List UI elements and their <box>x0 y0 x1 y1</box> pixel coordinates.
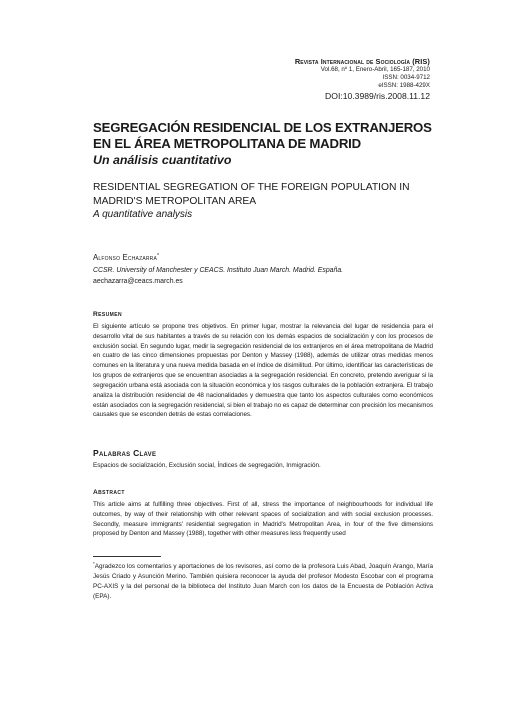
author-affiliation: CCSR. University of Manchester y CEACS. Instituto Juan March. Madrid. España. <box>93 267 344 274</box>
title-spanish: SEGREGACIÓN RESIDENCIAL DE LOS EXTRANJEROS EN EL ÁREA METROPOLITANA DE MADRID <box>93 120 432 152</box>
title-english: RESIDENTIAL SEGREGATION OF THE FOREIGN POPULATION IN MADRID'S METROPOLITAN AREA <box>93 182 410 207</box>
journal-header <box>295 57 430 102</box>
author-name: Alfonso Echazarra <box>93 253 158 262</box>
footnote-divider <box>93 556 161 557</box>
journal-volume: Vol.68, nº 1, Enero-Abril, 165-187, 2010 <box>320 66 430 74</box>
author-email: aechazarra@ceacs.march.es <box>93 278 183 285</box>
abstract-section <box>93 489 433 539</box>
article-doi: DOI:10.3989/ris.2008.11.12 <box>325 91 430 102</box>
subtitle-spanish: Un análisis cuantitativo <box>93 153 232 168</box>
journal-eissn: eISSN: 1988-429X <box>378 82 430 90</box>
author-block <box>93 253 433 285</box>
keywords-heading: Palabras Clave <box>93 448 157 458</box>
resumen-text: El siguiente artículo se propone tres objetivos. En primer lugar, mostrar la relevancia del lugar de residencia para el desarrollo vital de sus habitantes a través de su relación con los demás espacios de socialización y con los procesos de exclusión social. En segundo lugar, medir la segregación residencial de los extranjeros en el área metropolitana de Madrid en cuatro de las cinco dimensiones propuestas por Denton y Massey (1988), además de utilizar otras medidas menos comunes en la literatura y una nueva medida basada en el índice de disimilitud. Por último, identificar las características de los grupos de extranjeros que se encuentran asociadas a la segregación residencial. En concreto, pretendo averiguar si la segregación urbana está asociada con la situación económica y los rasgos culturales de la población extranjera. El trabajo analiza la distribución residencial de 48 nacionalidades y demuestra que tanto los aspectos culturales como económicos están asociados con la segregación residencial, si bien el trabajo no es capaz de determinar con precisión los mecanismos causales que se esconden detrás de estas correlaciones. <box>93 323 433 419</box>
resumen-heading: Resumen <box>93 311 122 318</box>
journal-issn: ISSN: 0034-9712 <box>382 74 430 82</box>
title-block <box>93 120 438 220</box>
keywords-section <box>93 448 433 469</box>
resumen-section <box>93 311 433 420</box>
keywords-text: Espacios de socialización, Exclusión social, Índices de segregación, Inmigración. <box>93 462 321 469</box>
author-name-line <box>93 253 433 262</box>
journal-name: Revista Internacional de Sociología (RIS) <box>294 57 430 66</box>
footnote <box>93 561 433 601</box>
abstract-heading: Abstract <box>93 489 125 496</box>
footnote-marker: * <box>93 561 95 566</box>
footnote-text: Agradezco los comentarios y aportaciones de los revisores, así como de la profesora Luis Abad, Joaquín Arango, María Jesús Criado y Asunción Merino. También quisiera reconocer la ayuda del profesor Modesto Escobar con el programa PC-AXIS y la del personal de la biblioteca del Instituto Juan March con los datos de la Encuesta de Población Activa (EPA). <box>93 563 433 600</box>
subtitle-english: A quantitative analysis <box>93 208 193 220</box>
author-footnote-marker: * <box>157 253 160 259</box>
abstract-text: This article aims at fulfilling three objectives. First of all, stress the importance of neighbourhoods for individual life outcomes, by way of their relationship with other relevant spaces of socialization and with social exclusion processes. Secondly, measure immigrants' residential segregation in Madrid's Metropolitan Area, in four of the five dimensions proposed by Denton and Massey (1988), together with other measures less frequently used <box>93 501 433 538</box>
